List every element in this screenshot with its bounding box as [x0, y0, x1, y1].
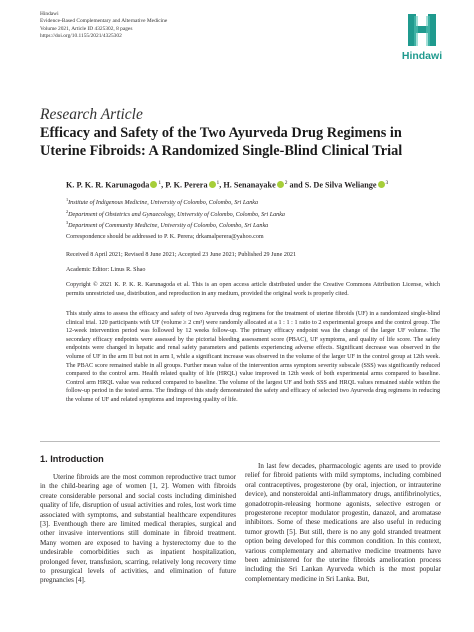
publisher-name: Hindawi [40, 11, 59, 17]
author-list [66, 180, 388, 190]
correspondence: Correspondence should be addressed to P. K. Perera; drkamalperera@yahoo.com [66, 234, 264, 240]
doi-link[interactable]: https://doi.org/10.1155/2021/4325302 [40, 33, 122, 40]
article-type: Research Article [40, 106, 143, 123]
author-name[interactable]: P. K. Perera [165, 180, 208, 190]
journal-header [40, 11, 260, 41]
affiliation-item [66, 219, 285, 231]
intro-right-column [245, 462, 441, 584]
affiliation-item [66, 196, 285, 208]
affiliation-sup: 1 [66, 197, 69, 202]
dates: Received 8 April 2021; Revised 8 June 2021; Accepted 23 June 2021; Published 29 June 2021 [66, 252, 297, 258]
section-title: 1. Introduction [40, 454, 104, 464]
author-name[interactable]: K. P. K. R. Karunagoda [66, 180, 150, 190]
author-sup: 1 [216, 180, 220, 186]
hindawi-logo-icon [400, 8, 444, 52]
author-sup: 2 [284, 180, 288, 186]
affiliation-text: Department of Community Medicine, University of Colombo, Colombo, Sri Lanka [68, 223, 269, 230]
author-sep: , [219, 180, 224, 190]
logo-wordmark: Hindawi [401, 50, 443, 62]
academic-editor: Academic Editor: Linus R. Shao [66, 267, 146, 273]
abstract: This study aims to assess the efficacy and safety of two Ayurveda drug regimens for the treatment of uterine fibroids (UF) in a randomized single-blind clinical trial. 120 participants with UF (volume ≥ 2 cm³) were randomly allocated at a 1 : 1 : 1 ratio to 2 experimental groups and the control group. The 12-week intervention period was followed by 12 weeks follow-up. The primary efficacy endpoint was the change of the larger UF volume. The secondary efficacy endpoints were assessed by the pictorial bleeding assessment score (PBAC), UF symptoms, and quality of life score. The safety endpoints were changed in hepatic and renal safety parameters and patients experiencing adverse effects. Significant decrease was observed in the volume of UF in the arm II but not in arm I, while a significant increase was observed in the volume of the larger UF in the control group at 12th week. The PBAC score remained stable in all groups. Further mean value of the intervention arms symptom severity subscale (SSS) was significantly reduced compared to the control arm. Health related quality of life (HRQL) value improved in 12th week of both experimental arms compared to baseline. Control arm HRQL value was reduced compared to baseline. The volume of the largest UF and both SSS and HRQL values remained stable within the follow-up period in the tested arms. The findings of this study demonstrated the safety and efficacy of selected two Ayurveda drug regimens in reducing the volume of UF and related symptoms and improving quality of life. [66, 311, 440, 403]
affiliation-sup: 3 [66, 220, 69, 226]
affiliation-text: Department of Obstetrics and Gynaecology, University of Colombo, Colombo, Sri Lanka [68, 211, 285, 218]
copyright-notice: Copyright © 2021 K. P. K. R. Karunagoda et al. This is an open access article distributed under the Creative Commons Attribution License, which permits unrestricted use, distribution, and reproduction in any medium, provided the original work is properly cited. [66, 282, 440, 297]
author-name[interactable]: H. Senanayake [223, 180, 276, 190]
section-divider [40, 441, 440, 442]
author-sup: 3 [385, 180, 389, 186]
affiliation-text: Institute of Indigenous Medicine, University of Colombo, Colombo, Sri Lanka [68, 200, 259, 207]
intro-paragraph: In last few decades, pharmacologic agents are used to provide relief for fibroid patients with mild symptoms, including combined oral contraceptives, progesterone (by oral, injection, or intrauterine device), and nonsteroidal anti-inflammatory drugs, antifibrinolytics, gonadotropin-releasing hormone agonists, selective estrogen or progesterone receptor modulator progestin, danazol, and aromatase inhibitors. Some of these medications are also useful in reducing tumor growth [5]. But still, there is no any gold stranded treatment option being developed for this common condition. In this context, various complementary and alternative medicine treatments have been administered for the uterine fibroids amelioration process including the Sri Lankan Ayurveda which is the most popular complementary medicine in Sri Lanka. But, [245, 462, 441, 583]
affiliation-item [66, 208, 285, 220]
orcid-icon[interactable] [378, 181, 385, 188]
author-sup: 1 [158, 180, 162, 186]
intro-left-column [40, 473, 236, 586]
orcid-icon[interactable] [209, 181, 216, 188]
author-name[interactable]: S. De Silva Weliange [304, 180, 377, 190]
orcid-icon[interactable] [150, 181, 157, 188]
volume-line: Volume 2021, Article ID 4325302, 8 pages [40, 25, 133, 32]
journal-name: Evidence-Based Complementary and Alternative Medicine [40, 18, 168, 25]
author-sep: and [287, 180, 305, 190]
author-sep: , [161, 180, 166, 190]
intro-paragraph: Uterine fibroids are the most common reproductive tract tumor in the child-bearing age of women [1, 2]. Women with fibroids create considerable personal and social costs including diminished quality of life, disruption of usual activities and roles, lost work time associated with symptoms, and substantial healthcare expenditures [3]. Eventhough there are limited medical therapies, surgical and other invasive interventions still dominate in fibroid treatment. Many women are exposed to having a hysterectomy due to the undesirable comorbidities such as inpatient hospitalization, prolonged fever, transfusion, scarring, relatively long recovery time to presurgical levels of activities, and elimination of future pregnancies [4]. [40, 473, 236, 585]
affiliation-sup: 2 [66, 208, 69, 214]
orcid-icon[interactable] [277, 181, 284, 188]
affiliations [66, 196, 285, 231]
article-title: Efficacy and Safety of the Two Ayurveda Drug Regimens in Uterine Fibroids: A Randomized Single-Blind Clinical Trial [40, 125, 403, 159]
